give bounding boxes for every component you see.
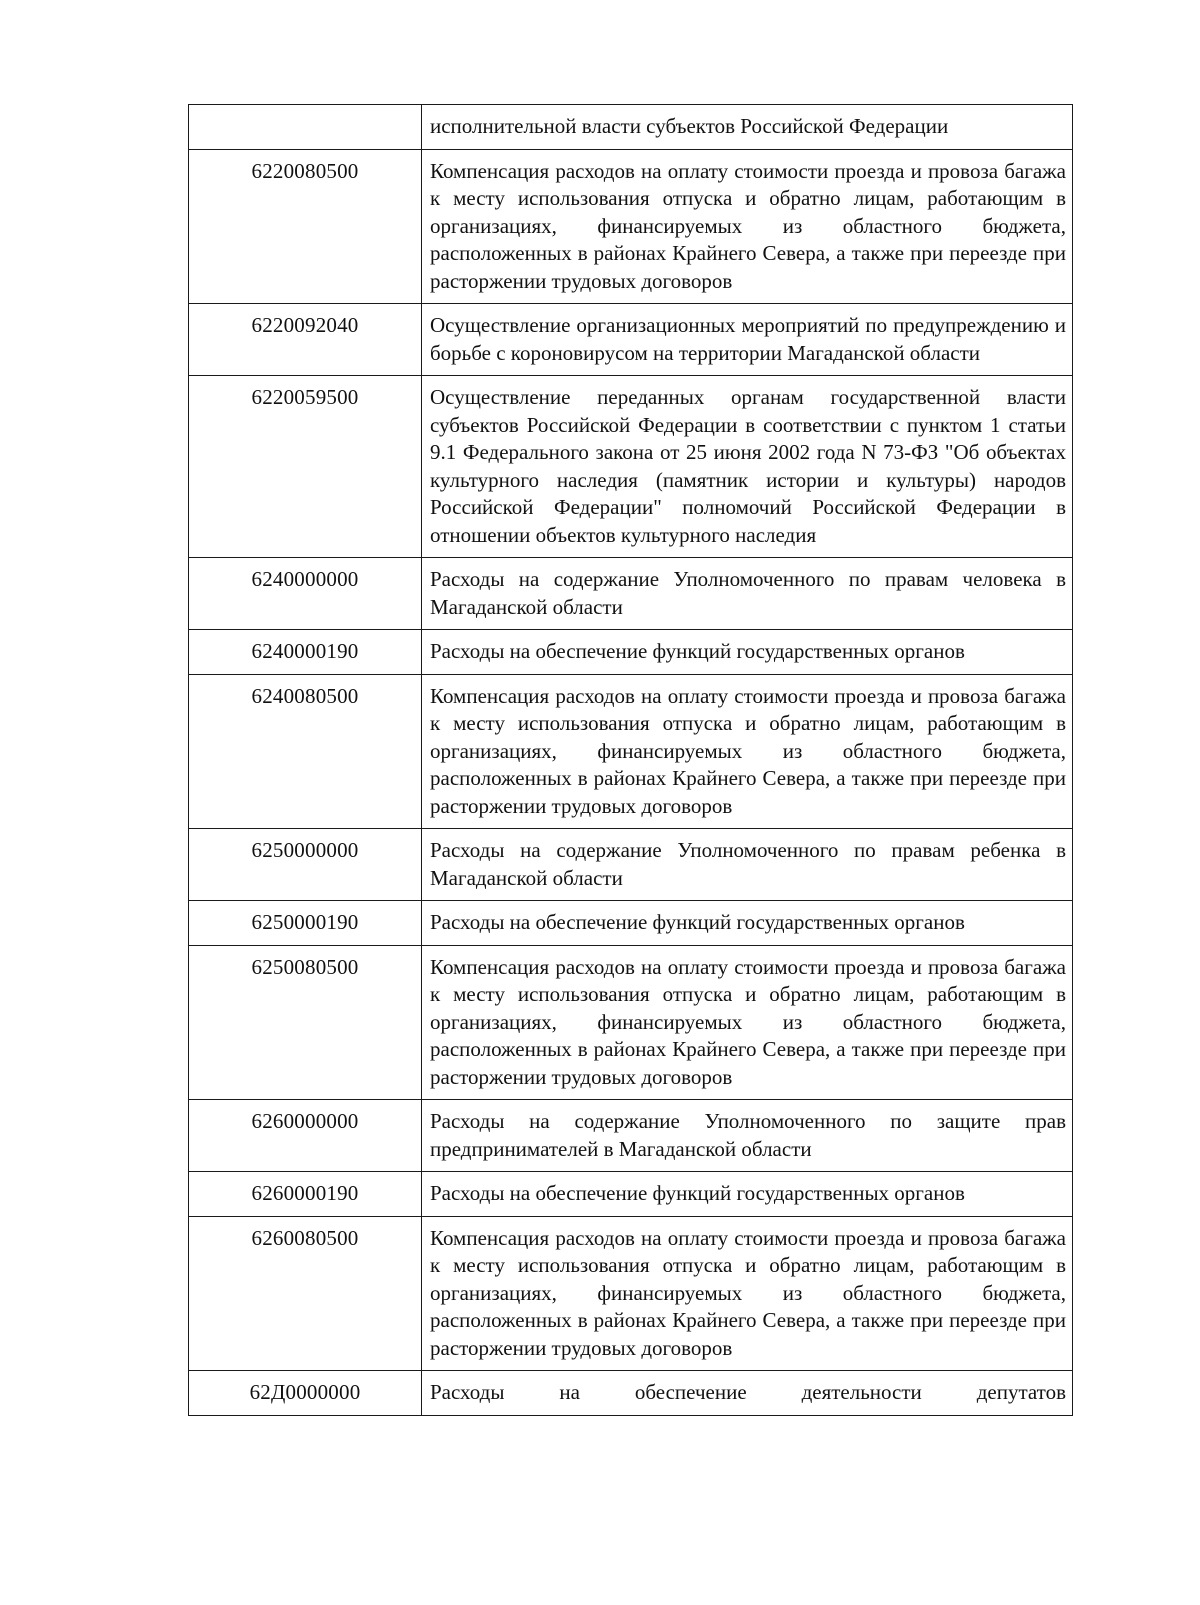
description-cell: Компенсация расходов на оплату стоимости проезда и провоза багажа к месту использования отпуска и обратно лицам, работающим в организациях, финансируемых из областного бюджета, расположенных в районах Крайнего Севера, а также при переезде при расторжении трудовых договоров — [422, 1216, 1073, 1371]
budget-classification-table — [188, 104, 1073, 1416]
table-row — [189, 829, 1073, 901]
description-cell: Расходы на обеспечение деятельности депутатов — [422, 1371, 1073, 1416]
code-cell: 6220080500 — [189, 149, 422, 304]
table-row — [189, 105, 1073, 150]
table-row — [189, 901, 1073, 946]
table-row — [189, 945, 1073, 1100]
code-cell: 62Д0000000 — [189, 1371, 422, 1416]
table-row — [189, 630, 1073, 675]
code-cell: 6250000000 — [189, 829, 422, 901]
table-row — [189, 558, 1073, 630]
description-cell: исполнительной власти субъектов Российской Федерации — [422, 105, 1073, 150]
code-cell: 6250000190 — [189, 901, 422, 946]
table-row — [189, 1371, 1073, 1416]
code-cell: 6240000190 — [189, 630, 422, 675]
code-cell: 6220092040 — [189, 304, 422, 376]
table-row — [189, 674, 1073, 829]
description-cell: Расходы на содержание Уполномоченного по правам ребенка в Магаданской области — [422, 829, 1073, 901]
code-cell: 6240080500 — [189, 674, 422, 829]
code-cell: 6260080500 — [189, 1216, 422, 1371]
description-cell: Компенсация расходов на оплату стоимости проезда и провоза багажа к месту использования отпуска и обратно лицам, работающим в организациях, финансируемых из областного бюджета, расположенных в районах Крайнего Севера, а также при переезде при расторжении трудовых договоров — [422, 674, 1073, 829]
description-cell: Осуществление организационных мероприятий по предупреждению и борьбе с короновирусом на территории Магаданской области — [422, 304, 1073, 376]
table-row — [189, 376, 1073, 558]
code-cell — [189, 105, 422, 150]
description-cell: Расходы на обеспечение функций государственных органов — [422, 630, 1073, 675]
table-row — [189, 1172, 1073, 1217]
code-cell: 6260000190 — [189, 1172, 422, 1217]
description-cell: Компенсация расходов на оплату стоимости проезда и провоза багажа к месту использования отпуска и обратно лицам, работающим в организациях, финансируемых из областного бюджета, расположенных в районах Крайнего Севера, а также при переезде при расторжении трудовых договоров — [422, 149, 1073, 304]
code-cell: 6260000000 — [189, 1100, 422, 1172]
description-cell: Расходы на содержание Уполномоченного по правам человека в Магаданской области — [422, 558, 1073, 630]
code-cell: 6240000000 — [189, 558, 422, 630]
description-cell: Осуществление переданных органам государственной власти субъектов Российской Федерации в соответствии с пунктом 1 статьи 9.1 Федерального закона от 25 июня 2002 года N 73-ФЗ "Об объектах культурного наследия (памятник истории и культуры) народов Российской Федерации" полномочий Российской Федерации в отношении объектов культурного наследия — [422, 376, 1073, 558]
code-cell: 6250080500 — [189, 945, 422, 1100]
description-cell: Расходы на содержание Уполномоченного по защите прав предпринимателей в Магаданской области — [422, 1100, 1073, 1172]
table-row — [189, 149, 1073, 304]
table-row — [189, 304, 1073, 376]
description-cell: Расходы на обеспечение функций государственных органов — [422, 1172, 1073, 1217]
code-cell: 6220059500 — [189, 376, 422, 558]
table-row — [189, 1100, 1073, 1172]
description-cell: Компенсация расходов на оплату стоимости проезда и провоза багажа к месту использования отпуска и обратно лицам, работающим в организациях, финансируемых из областного бюджета, расположенных в районах Крайнего Севера, а также при переезде при расторжении трудовых договоров — [422, 945, 1073, 1100]
table-row — [189, 1216, 1073, 1371]
description-cell: Расходы на обеспечение функций государственных органов — [422, 901, 1073, 946]
document-page — [188, 104, 1073, 1416]
